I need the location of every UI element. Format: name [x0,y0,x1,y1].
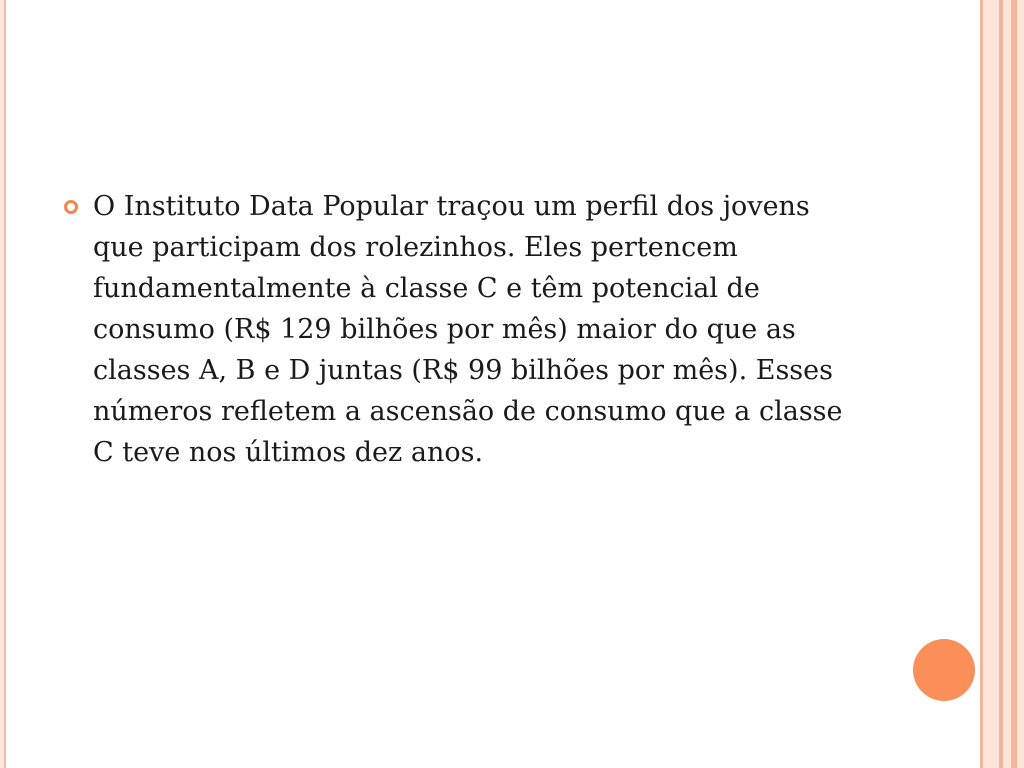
right-decorative-stripes [980,0,1024,768]
bullet-text: O Instituto Data Popular traçou um perfil dos jovens que participam dos rolezinhos. Eles pertencem fundamentalmente à classe C e têm potencial de consumo (R$ 129 bilhões por mês) maior do que as classes A, B e D juntas (R$ 99 bilhões por mês). Esses números refletem a ascensão de consumo que a classe C teve nos últimos dez anos. [93,191,843,468]
list-item [64,186,864,473]
stripe [983,0,999,768]
orange-circle-decoration [913,639,975,701]
bullet-circle-icon [64,200,78,214]
stripe [1003,0,1011,768]
content-bullet-list [64,186,864,473]
stripe [1017,0,1024,768]
left-border-rule [0,0,6,768]
